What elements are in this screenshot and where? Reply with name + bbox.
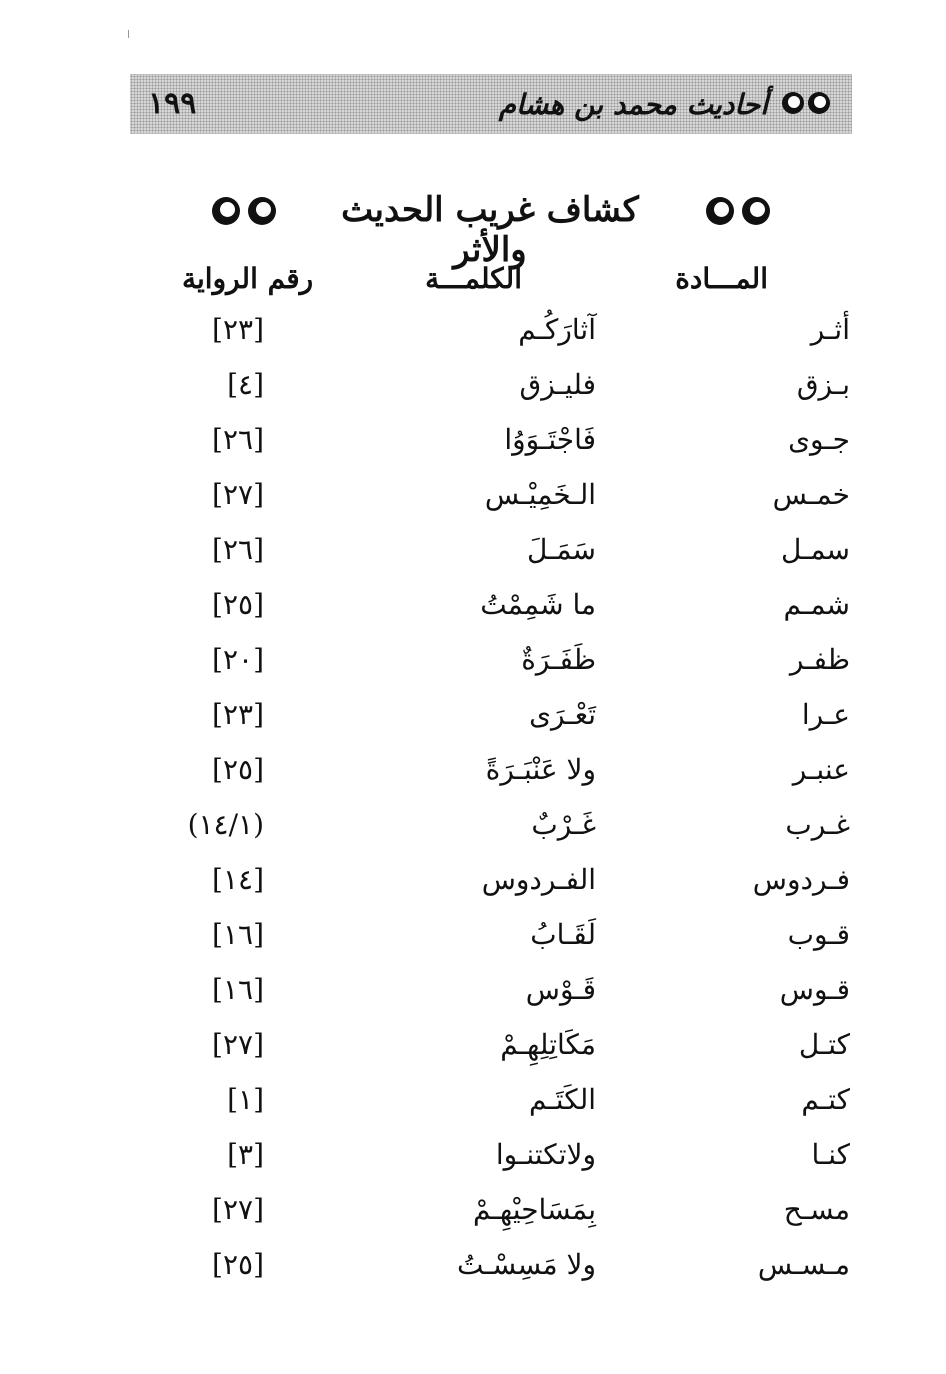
column-header-root: المـــادة	[675, 262, 768, 295]
word-cell: ظَفَـرَةٌ	[521, 643, 596, 676]
ref-cell: [١٦]	[212, 918, 264, 951]
ref-cell: [٢٧]	[212, 1193, 264, 1226]
root-cell: عـرا	[801, 698, 850, 731]
word-cell: آثارَكُـم	[518, 313, 596, 346]
running-title: أحاديث محمد بن هشام	[498, 88, 768, 121]
root-cell: قـوس	[779, 973, 850, 1006]
word-cell: لَقَـابُ	[530, 918, 596, 951]
word-cell: الـخَمِيْـس	[484, 478, 596, 511]
table-row	[0, 800, 946, 855]
word-cell: فليـزق	[519, 368, 596, 401]
ref-cell: [٢٦]	[212, 533, 264, 566]
word-cell: غَـرْبٌ	[531, 808, 596, 841]
root-cell: بـزق	[796, 368, 850, 401]
root-cell: كتـل	[798, 1028, 850, 1061]
root-cell: قـوب	[787, 918, 850, 951]
root-cell: ظفـر	[789, 643, 850, 676]
ref-cell: [٢٥]	[212, 588, 264, 621]
root-cell: مسـح	[783, 1193, 850, 1226]
word-cell: قَـوْس	[525, 973, 596, 1006]
ref-cell: [٢٥]	[212, 1248, 264, 1281]
root-cell: أثـر	[810, 313, 850, 346]
word-cell: بِمَسَاحِيْهِـمْ	[473, 1193, 596, 1226]
column-header-ref: رقم الرواية	[182, 262, 314, 295]
ref-cell: [٢٣]	[212, 698, 264, 731]
table-row	[0, 635, 946, 690]
root-cell: كتـم	[801, 1083, 850, 1116]
word-cell: ولا عَنْبَـرَةً	[485, 753, 596, 786]
table-row	[0, 305, 946, 360]
ref-cell: [٢٧]	[212, 1028, 264, 1061]
ref-cell: [٢٦]	[212, 423, 264, 456]
table-row	[0, 965, 946, 1020]
ref-cell: [١٤]	[212, 863, 264, 896]
table-row	[0, 690, 946, 745]
table-row	[0, 470, 946, 525]
word-cell: مَكَاتِلِهِـمْ	[500, 1028, 596, 1061]
word-cell: تَعْـرَى	[529, 698, 596, 731]
table-row	[0, 855, 946, 910]
root-cell: خمـس	[772, 478, 850, 511]
page-number: ١٩٩	[148, 86, 197, 121]
index-table	[0, 305, 946, 1295]
ref-cell: [١٦]	[212, 973, 264, 1006]
root-cell: سمـل	[780, 533, 850, 566]
title-ornament-right	[706, 197, 770, 225]
word-cell: الكَتَـم	[528, 1083, 596, 1116]
ref-cell: (١٤/١)	[187, 808, 264, 841]
ref-cell: [٢٣]	[212, 313, 264, 346]
ornament-circle-icon	[742, 197, 770, 225]
word-cell: ولا مَسِسْـتُ	[456, 1248, 596, 1281]
root-cell: جـوى	[788, 423, 850, 456]
root-cell: مـسـس	[757, 1248, 850, 1281]
table-row	[0, 525, 946, 580]
word-cell: فَاجْتَـوَوُا	[504, 423, 596, 456]
root-cell: فـردوس	[752, 863, 850, 896]
header-ornament	[782, 92, 830, 114]
root-cell: عنبـر	[792, 753, 850, 786]
table-row	[0, 910, 946, 965]
ref-cell: [٢٥]	[212, 753, 264, 786]
column-header-word: الكلمـــة	[425, 262, 522, 295]
ref-cell: [٢٧]	[212, 478, 264, 511]
ornament-circle-icon	[212, 197, 240, 225]
section-title: كشاف غريب الحديث والأثر	[341, 190, 639, 270]
table-row	[0, 1185, 946, 1240]
table-row	[0, 1020, 946, 1075]
ornament-circle-icon	[782, 92, 804, 114]
ornament-circle-icon	[706, 197, 734, 225]
root-cell: شمـم	[783, 588, 850, 621]
table-row	[0, 1240, 946, 1295]
table-row	[0, 745, 946, 800]
ornament-circle-icon	[808, 92, 830, 114]
ref-cell: [١]	[227, 1083, 264, 1116]
ornament-circle-icon	[248, 197, 276, 225]
margin-tick	[128, 30, 129, 38]
table-row	[0, 1130, 946, 1185]
ref-cell: [٣]	[227, 1138, 264, 1171]
table-row	[0, 1075, 946, 1130]
title-ornament-left	[212, 197, 276, 225]
root-cell: كنـا	[811, 1138, 850, 1171]
table-row	[0, 415, 946, 470]
table-row	[0, 360, 946, 415]
ref-cell: [٢٠]	[212, 643, 264, 676]
word-cell: سَمَـلَ	[526, 533, 596, 566]
root-cell: غـرب	[785, 808, 850, 841]
word-cell: ولاتكتنـوا	[495, 1138, 596, 1171]
word-cell: الفـردوس	[481, 863, 596, 896]
table-row	[0, 580, 946, 635]
ref-cell: [٤]	[227, 368, 264, 401]
word-cell: ما شَمِمْتُ	[480, 588, 596, 621]
